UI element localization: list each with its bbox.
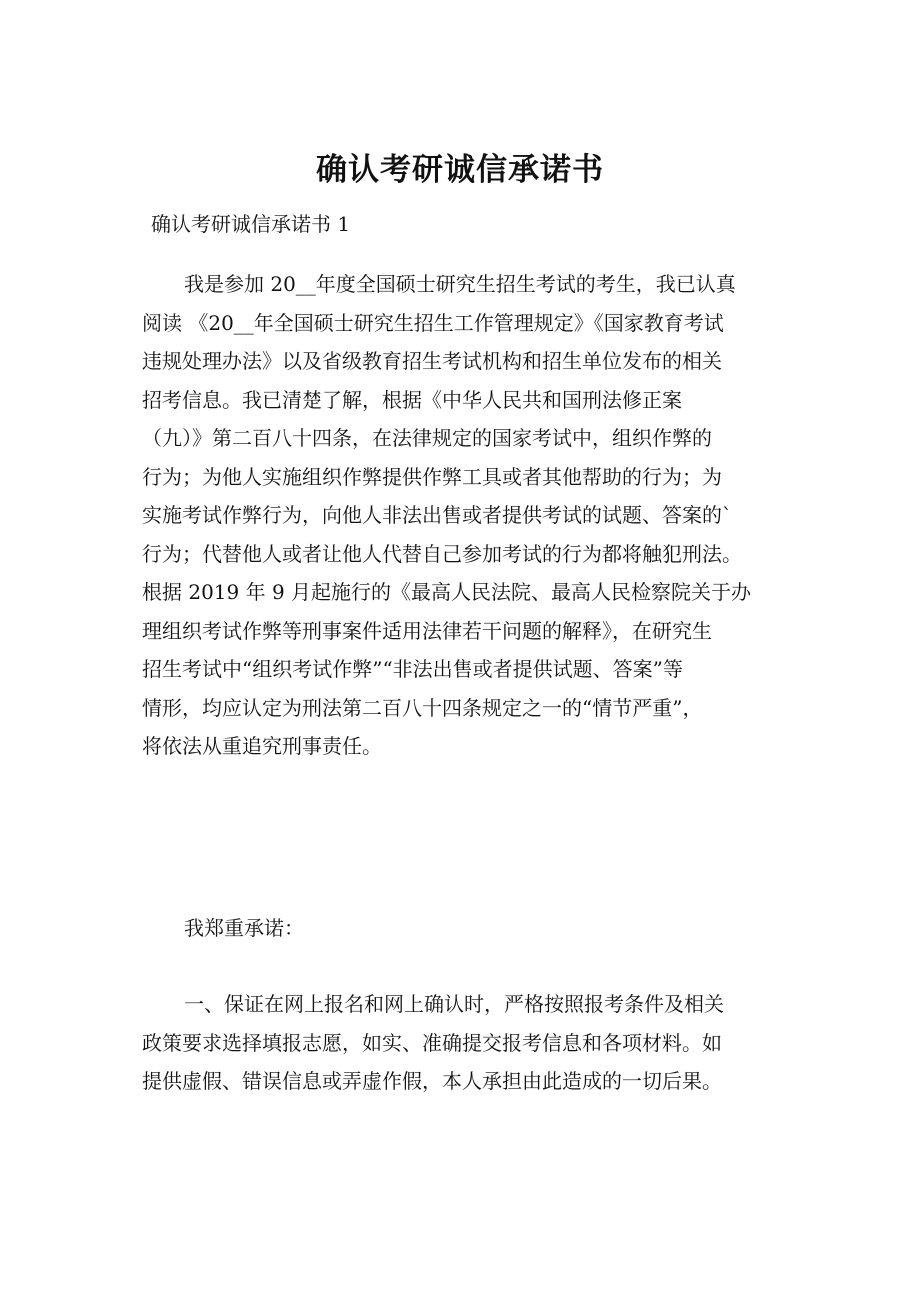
paragraph-line: 理组织考试作弊等刑事案件适用法律若干问题的解释》，在研究生 — [142, 618, 712, 643]
paragraph-pledge-item-1 — [142, 985, 792, 1101]
paragraph-line: 实施考试作弊行为，向他人非法出售或者提供考试的试题、答案的` — [142, 503, 732, 527]
paragraph-line: 政策要求选择填报志愿，如实、准确提交报考信息和各项材料。如 — [142, 1030, 722, 1055]
paragraph-line: 提供虚假、错误信息或弄虚作假，本人承担由此造成的一切后果。 — [142, 1069, 722, 1093]
paragraph-line: 阅读 《20__年全国硕士研究生招生工作管理规定》《国家教育考试 — [142, 310, 724, 335]
paragraph-line: 根据 2019 年 9 月起施行的《最高人民法院、最高人民检察院关于办 — [142, 580, 752, 604]
paragraph-line: 将依法从重追究刑事责任。 — [142, 734, 382, 758]
paragraph-line: 行为；为他人实施组织作弊提供作弊工具或者其他帮助的行为；为 — [142, 464, 722, 489]
paragraph-line: 违规处理办法》以及省级教育招生考试机构和招生单位发布的相关 — [142, 349, 722, 373]
paragraph-exam-law-notice — [142, 265, 792, 766]
document-title: 确认考研诚信承诺书 — [316, 152, 604, 188]
paragraph-pledge-heading — [142, 909, 792, 948]
paragraph-line: （九）》第二百八十四条，在法律规定的国家考试中，组织作弊的 — [142, 426, 712, 450]
paragraph-line: 我是参加 20__年度全国硕士研究生招生考试的考生，我已认真 — [184, 272, 736, 296]
paragraph-line: 行为；代替他人或者让他人代替自己参加考试的行为都将触犯刑法。 — [142, 541, 742, 566]
paragraph-line: 一、保证在网上报名和网上确认时，严格按照报考条件及相关 — [184, 992, 724, 1016]
paragraph-line: 招生考试中“组织考试作弊”“非法出售或者提供试题、答案”等 — [142, 657, 683, 681]
paragraph-line: 招考信息。我已清楚了解，根据《中华人民共和国刑法修正案 — [142, 387, 682, 412]
document-subtitle: 确认考研诚信承诺书 1 — [151, 212, 351, 236]
paragraph-line: 我郑重承诺： — [184, 916, 304, 940]
paragraph-line: 情形，均应认定为刑法第二百八十四条规定之一的“情节严重”， — [142, 695, 703, 720]
